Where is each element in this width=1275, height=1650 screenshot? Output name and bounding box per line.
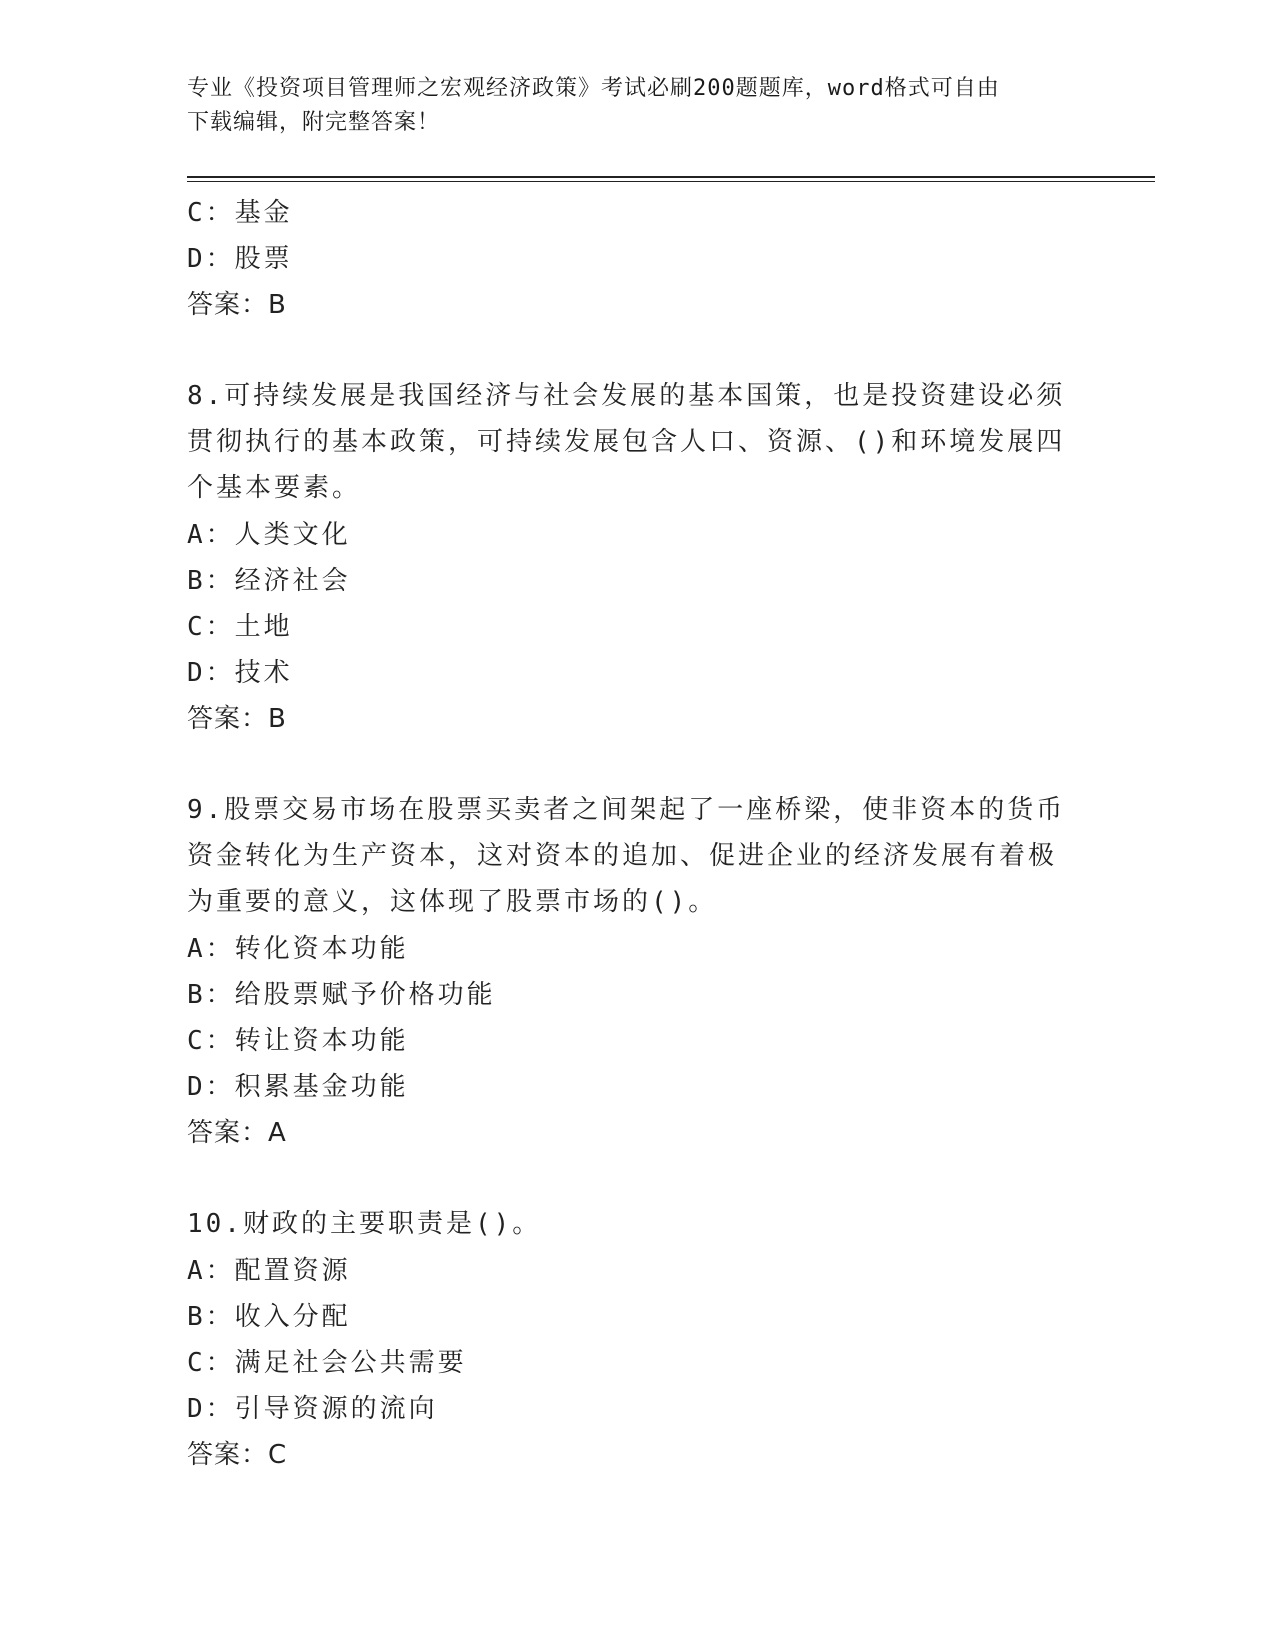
question-list <box>187 190 1067 1478</box>
option-c: C：土地 <box>187 612 293 642</box>
question-9 <box>187 788 1067 1156</box>
option-a: A：人类文化 <box>187 520 351 550</box>
option-b: B：收入分配 <box>187 1302 351 1332</box>
option-d: D：引导资源的流向 <box>187 1394 438 1424</box>
spacer <box>187 1156 1067 1202</box>
header-line-2: 下载编辑，附完整答案！ <box>187 110 441 135</box>
option-b: B：经济社会 <box>187 566 351 596</box>
question-stem-line: 资金转化为生产资本，这对资本的追加、促进企业的经济发展有着极 <box>187 841 1058 871</box>
option-b: B：给股票赋予价格功能 <box>187 980 496 1010</box>
option-d: D：技术 <box>187 658 293 688</box>
option-a: A：配置资源 <box>187 1256 351 1286</box>
answer-line: 答案：B <box>187 290 287 320</box>
answer-line: 答案：B <box>187 704 287 734</box>
answer-line: 答案：A <box>187 1118 287 1148</box>
option-d: D：股票 <box>187 244 293 274</box>
question-stem-line: 8.可持续发展是我国经济与社会发展的基本国策，也是投资建设必须 <box>187 381 1066 411</box>
spacer <box>187 742 1067 788</box>
option-c: C：满足社会公共需要 <box>187 1348 467 1378</box>
question-8 <box>187 374 1067 742</box>
option-a: A：转化资本功能 <box>187 934 409 964</box>
question-10 <box>187 1202 1067 1478</box>
question-stem-line: 10.财政的主要职责是()。 <box>187 1209 542 1239</box>
question-stem-line: 为重要的意义，这体现了股票市场的()。 <box>187 887 718 917</box>
question-stem-line: 9.股票交易市场在股票买卖者之间架起了一座桥梁，使非资本的货币 <box>187 795 1066 825</box>
option-d: D：积累基金功能 <box>187 1072 409 1102</box>
option-c: C：转让资本功能 <box>187 1026 409 1056</box>
document-header <box>187 72 1087 140</box>
question-stem-line: 个基本要素。 <box>187 473 362 503</box>
previous-question-tail <box>187 190 1067 328</box>
option-c: C：基金 <box>187 198 293 228</box>
answer-line: 答案：C <box>187 1440 288 1470</box>
question-stem-line: 贯彻执行的基本政策，可持续发展包含人口、资源、()和环境发展四 <box>187 427 1066 457</box>
header-rule-bottom <box>187 181 1155 182</box>
header-line-1: 专业《投资项目管理师之宏观经济政策》考试必刷200题题库，word格式可自由 <box>187 76 1000 101</box>
spacer <box>187 328 1067 374</box>
header-rule-top <box>187 176 1155 178</box>
